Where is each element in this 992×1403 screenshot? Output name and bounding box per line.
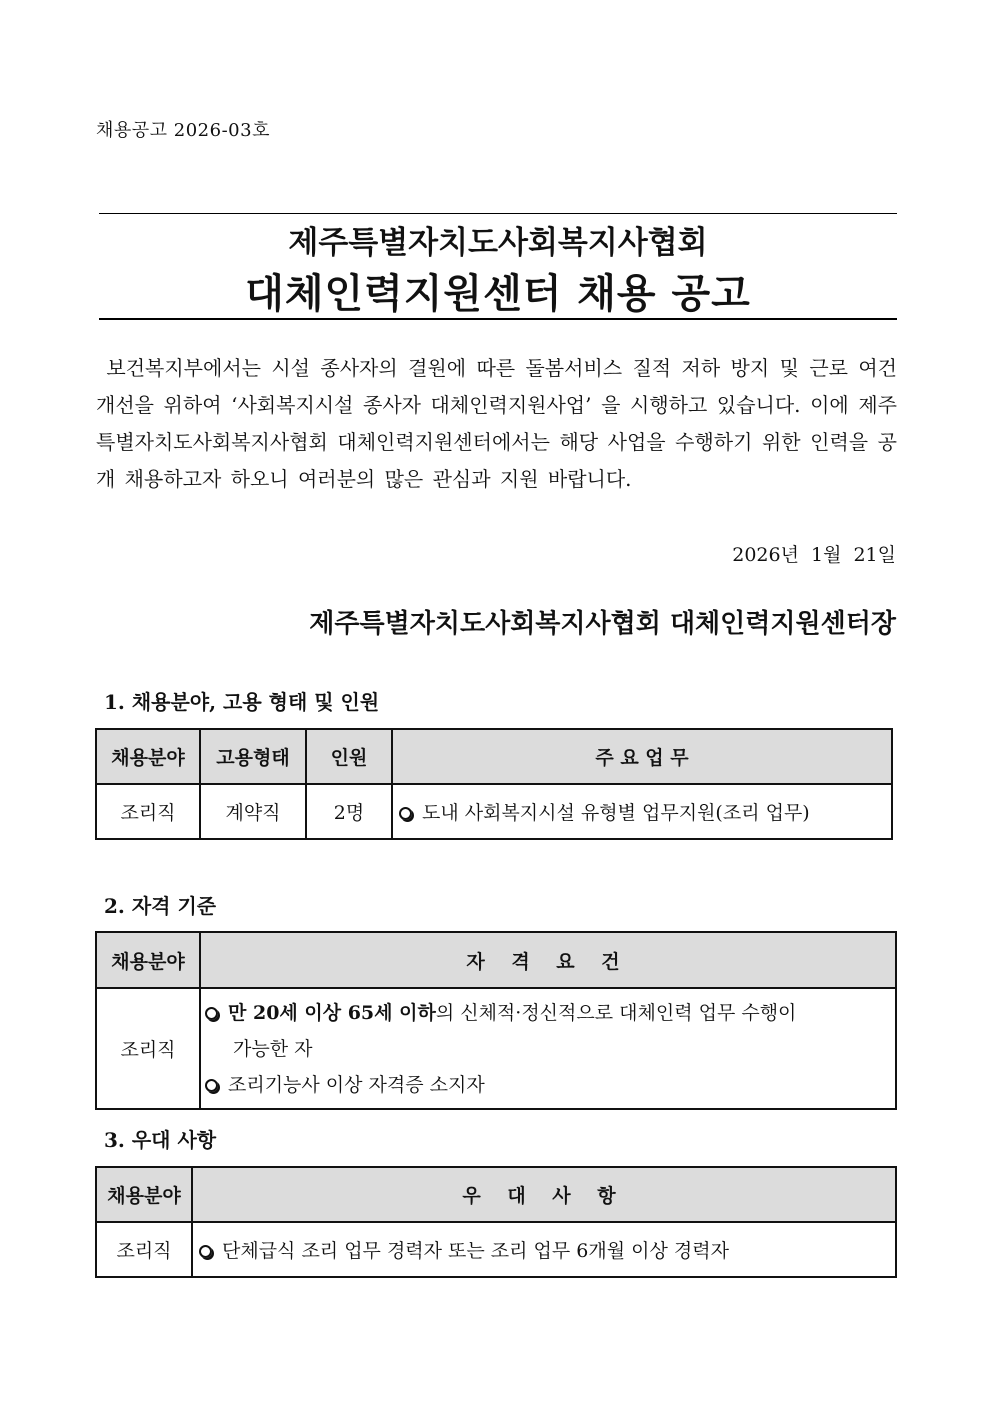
issuer-signature: 제주특별자치도사회복지사협회 대체인력지원센터장 xyxy=(309,609,896,639)
table-header-row xyxy=(96,1167,896,1222)
cell-field: 조리직 xyxy=(96,1222,192,1277)
section-3-title: 3. 우대 사항 xyxy=(104,1128,217,1152)
circle-bullet-icon xyxy=(205,1007,218,1020)
cell-field: 조리직 xyxy=(96,784,200,839)
qualification-table xyxy=(95,931,897,1110)
header-duties: 주 요 업 무 xyxy=(392,729,892,784)
notice-number: 채용공고 2026-03호 xyxy=(96,120,270,141)
requirement-1-continued: 가능한 자 xyxy=(233,1037,313,1060)
section-1-title: 1. 채용분야, 고용 형태 및 인원 xyxy=(104,690,380,714)
announcement-date: 2026년 1월 21일 xyxy=(732,544,896,566)
preference-table xyxy=(95,1166,897,1278)
table-header-row xyxy=(96,932,896,988)
cell-field: 조리직 xyxy=(96,988,200,1109)
cell-duties xyxy=(392,784,892,839)
title-rule-bottom xyxy=(99,318,897,320)
recruitment-table xyxy=(95,728,893,840)
cell-requirements xyxy=(200,988,896,1109)
header-field: 채용분야 xyxy=(96,729,200,784)
header-field: 채용분야 xyxy=(96,932,200,988)
table-header-row xyxy=(96,729,892,784)
header-employment-type: 고용형태 xyxy=(200,729,306,784)
requirement-1-text: 의 신체적·정신적으로 대체인력 업무 수행이 xyxy=(435,1001,797,1024)
table-row xyxy=(96,1222,896,1277)
circle-bullet-icon xyxy=(205,1079,218,1092)
cell-preference xyxy=(192,1222,896,1277)
intro-paragraph xyxy=(96,350,897,498)
title-rule-top xyxy=(99,213,897,214)
requirement-1-emphasis: 만 20세 이상 65세 이하 xyxy=(228,1001,436,1024)
header-preference: 우 대 사 항 xyxy=(192,1167,896,1222)
requirement-2 xyxy=(201,1067,895,1103)
circle-bullet-icon xyxy=(199,1245,212,1258)
header-headcount: 인원 xyxy=(306,729,392,784)
page-title: 대체인력지원센터 채용 공고 xyxy=(245,271,751,317)
preference-text: 단체급식 조리 업무 경력자 또는 조리 업무 6개월 이상 경력자 xyxy=(222,1240,729,1262)
title-organization: 제주특별자치도사회복지사협회 xyxy=(288,225,708,261)
requirement-1 xyxy=(201,995,895,1031)
table-row xyxy=(96,988,896,1109)
header-field: 채용분야 xyxy=(96,1167,192,1222)
intro-text: 보건복지부에서는 시설 종사자의 결원에 따른 돌봄서비스 질적 저하 방지 및 근로 여건 개선을 위하여 ‘사회복지시설 종사자 대체인력지원사업’ 을 시행하고 있습니다. 이에 제주특별자치도사회복지사협회 대체인력지원센터에서는 해당 사업을 수행하기 위한 인력을 공개 채용하고자 하오니 여러분의 많은 관심과 지원 바랍니다. xyxy=(96,356,897,491)
cell-employment-type: 계약직 xyxy=(200,784,306,839)
header-requirements: 자 격 요 건 xyxy=(200,932,896,988)
cell-headcount: 2명 xyxy=(306,784,392,839)
circle-bullet-icon xyxy=(399,807,412,820)
table-row xyxy=(96,784,892,839)
requirement-2-text: 조리기능사 이상 자격증 소지자 xyxy=(228,1073,485,1096)
duties-text: 도내 사회복지시설 유형별 업무지원(조리 업무) xyxy=(422,802,810,824)
section-2-title: 2. 자격 기준 xyxy=(104,894,217,918)
